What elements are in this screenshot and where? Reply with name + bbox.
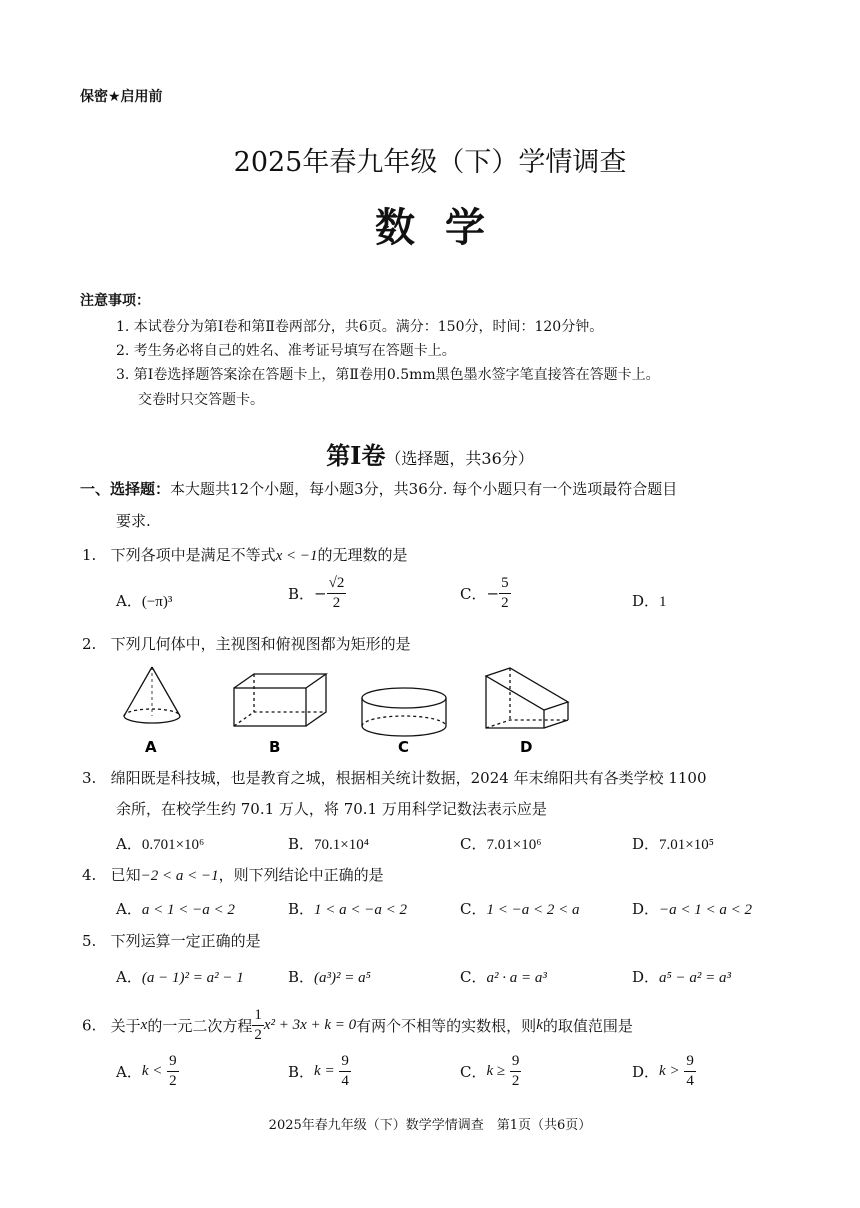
part-text-cont: 要求. [116,512,151,530]
q6-option-c: C．k ≥ $\frac{9}{2}$ [460,1053,520,1089]
q4-option-a: A．a < 1 < −a < 2 [116,900,235,918]
q1-option-c: C．− $\frac{5}{2}$ [460,575,509,611]
q3-option-d: D．7.01×10⁵ [632,835,714,853]
math-inline: −2 < a < −1 [140,868,219,884]
q4-option-b: B．1 < a < −a < 2 [288,900,408,918]
notice-item-3-cont: 交卷时只交答题卡。 [138,392,264,408]
question-number: 4. [82,866,97,884]
figure-label-b: B [269,738,281,756]
box-figure [234,674,326,726]
notice-item-2: 2. 考生务必将自己的姓名、准考证号填写在答题卡上。 [116,343,456,359]
notice-item-1: 1. 本试卷分为第Ⅰ卷和第Ⅱ卷两部分，共6页。满分：150分，时间：120分钟。 [116,319,604,335]
question-3-cont: 余所，在校学生约 70.1 万人，将 70.1 万用科学记数法表示应是 [116,800,547,818]
question-number: 3. [82,769,97,787]
question-number: 2. [82,635,97,653]
cylinder-figure [362,688,446,736]
q6-option-a: A．k < $\frac{9}{2}$ [116,1053,177,1089]
question-stem: 下列运算一定正确的是 [110,932,261,950]
q6-option-d: D．k > $\frac{9}{4}$ [632,1053,694,1089]
q4-option-c: C．1 < −a < 2 < a [460,900,580,918]
q5-option-c: C．a² · a = a³ [460,968,547,986]
part-instructions [80,478,677,499]
q3-option-b: B．70.1×10⁴ [288,835,369,853]
cone-figure [124,667,180,723]
q5-option-d: D．a⁵ − a² = a³ [632,968,731,986]
subject-title: 数学 [375,205,515,251]
section-title: 第Ⅰ卷 [326,441,386,470]
confidential-label: 保密★启用前 [80,89,163,105]
question-stem: 下列各项中是满足不等式 [110,546,276,564]
equation-fraction: $\frac{1}{2}$ [254,1007,262,1043]
question-number: 5. [82,932,97,950]
q5-option-a: A．(a − 1)² = a² − 1 [116,968,244,986]
page-footer: 2025年春九年级（下）数学学情调查 第1页（共6页） [268,1118,592,1133]
q1-option-b: B．− $\frac{√2}{2}$ [288,575,345,611]
q5-option-b: B．(a³)² = a⁵ [288,968,371,986]
section-heading [0,436,860,471]
section-note: （选择题，共36分） [385,449,534,468]
question-stem: 已知 [110,866,141,884]
figure-label-a: A [145,738,157,756]
notice-item-3: 3. 第Ⅰ卷选择题答案涂在答题卡上，第Ⅱ卷用0.5mm黑色墨水签字笔直接答在答题卡上。 [116,367,660,383]
q6-option-b: B．k = $\frac{9}{4}$ [288,1053,349,1089]
q1-option-a: A．(−π)³ [116,592,173,610]
question-3 [82,767,707,788]
question-number: 6. [82,1016,97,1035]
part-text: 本大题共12个小题，每小题3分，共36分. 每个小题只有一个选项最符合题目 [170,480,678,498]
figure-label-d: D [520,738,533,756]
question-stem-end: ，则下列结论中正确的是 [218,866,384,884]
question-5 [82,930,261,951]
question-number: 1. [82,546,97,564]
exam-title: 2025年春九年级（下）学情调查 [233,147,627,178]
part-heading: 一、选择题： [80,480,171,498]
notice-heading: 注意事项： [80,293,150,309]
q3-option-a: A．0.701×10⁶ [116,835,205,853]
question-6: 6. 关于x的一元二次方程 $\frac{1}{2}$ x² + 3x + k = 0有两个不相等的实数根，则k的取值范围是 [82,1007,633,1043]
question-stem: 下列几何体中，主视图和俯视图都为矩形的是 [110,635,411,653]
q4-option-d: D．−a < 1 < a < 2 [632,900,753,918]
q1-option-d: D．1 [632,592,667,610]
question-4 [82,864,384,885]
math-inline: x < −1 [275,548,318,564]
figure-label-c: C [398,738,410,756]
question-2 [82,633,411,654]
question-stem: 绵阳既是科技城，也是教育之城，根据相关统计数据，2024 年末绵阳共有各类学校 1100 [110,769,707,787]
question-1 [82,544,408,565]
geometry-figures [110,662,580,757]
q3-option-c: C．7.01×10⁶ [460,835,542,853]
question-stem-end: 的无理数的是 [317,546,408,564]
prism-figure [486,668,568,728]
